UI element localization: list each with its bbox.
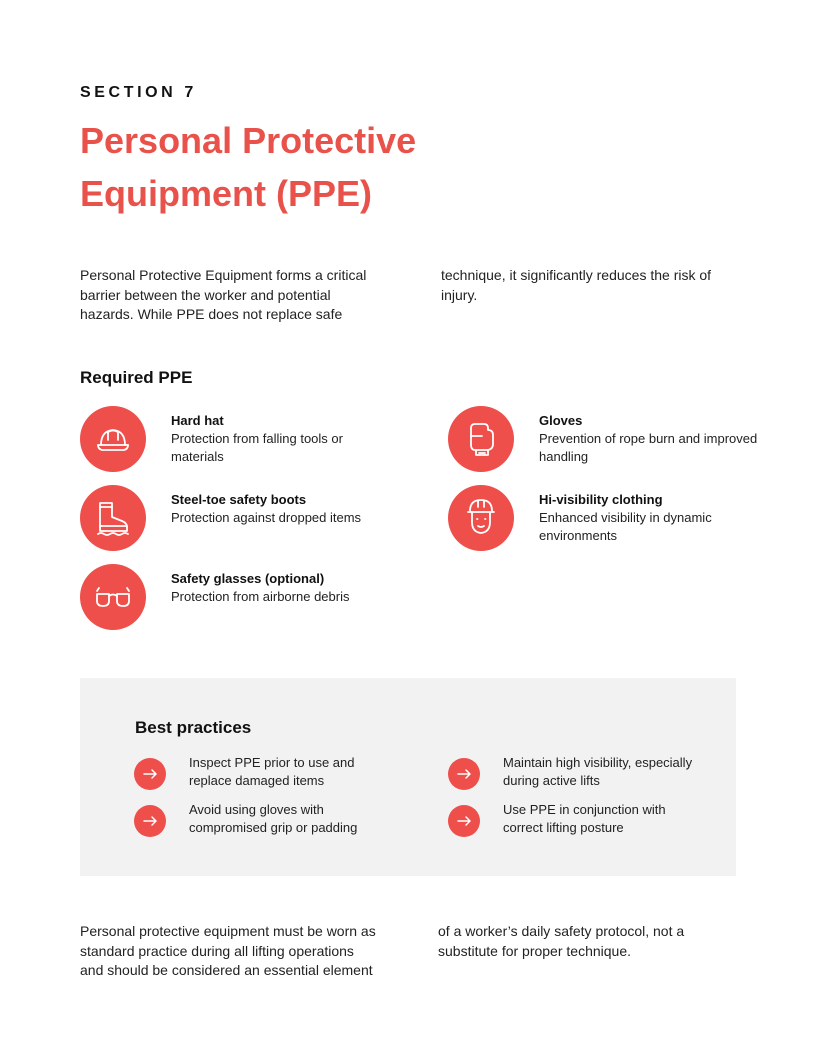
closing-paragraph: Personal protective equipment must be worn as standard practice during all lifting operations and should be considered an essential element of a worker’s daily safety protocol, not a substitute for proper technique. bbox=[80, 923, 685, 978]
ppe-title: Gloves bbox=[539, 413, 583, 428]
best-practice-text: Maintain high visibility, especially during active lifts bbox=[503, 755, 693, 788]
hi-vis-worker-icon bbox=[448, 485, 514, 551]
ppe-desc: Enhanced visibility in dynamic environments bbox=[539, 510, 712, 543]
arrow-right-icon bbox=[448, 758, 480, 790]
ppe-desc: Prevention of rope burn and improved handling bbox=[539, 431, 758, 464]
gloves-icon bbox=[448, 406, 514, 472]
best-practice-text: Inspect PPE prior to use and replace damaged items bbox=[189, 755, 355, 788]
arrow-right-icon bbox=[448, 805, 480, 837]
required-ppe-heading: Required PPE bbox=[80, 368, 193, 387]
arrow-right-icon bbox=[134, 805, 166, 837]
best-practices-panel bbox=[80, 678, 736, 876]
ppe-desc: Protection from airborne debris bbox=[171, 589, 350, 604]
page-title: Personal Protective Equipment (PPE) bbox=[80, 120, 417, 214]
ppe-desc: Protection against dropped items bbox=[171, 510, 362, 525]
ppe-title: Steel-toe safety boots bbox=[171, 492, 307, 507]
ppe-title: Safety glasses (optional) bbox=[171, 571, 325, 586]
ppe-title: Hi-visibility clothing bbox=[539, 492, 663, 507]
arrow-right-icon bbox=[134, 758, 166, 790]
ppe-desc: Protection from falling tools or materials bbox=[171, 431, 343, 464]
best-practices-heading: Best practices bbox=[135, 718, 252, 737]
ppe-title: Hard hat bbox=[171, 413, 224, 428]
hard-hat-icon bbox=[80, 406, 146, 472]
section-kicker: SECTION 7 bbox=[80, 84, 197, 101]
boot-icon bbox=[80, 485, 146, 551]
best-practice-text: Use PPE in conjunction with correct lifting posture bbox=[503, 802, 666, 835]
intro-paragraph: Personal Protective Equipment forms a critical barrier between the worker and potential hazards. While PPE does not replace safe technique, it significantly reduces the risk of injury. bbox=[80, 267, 712, 322]
best-practice-text: Avoid using gloves with compromised grip or padding bbox=[189, 802, 358, 835]
glasses-icon bbox=[80, 564, 146, 630]
